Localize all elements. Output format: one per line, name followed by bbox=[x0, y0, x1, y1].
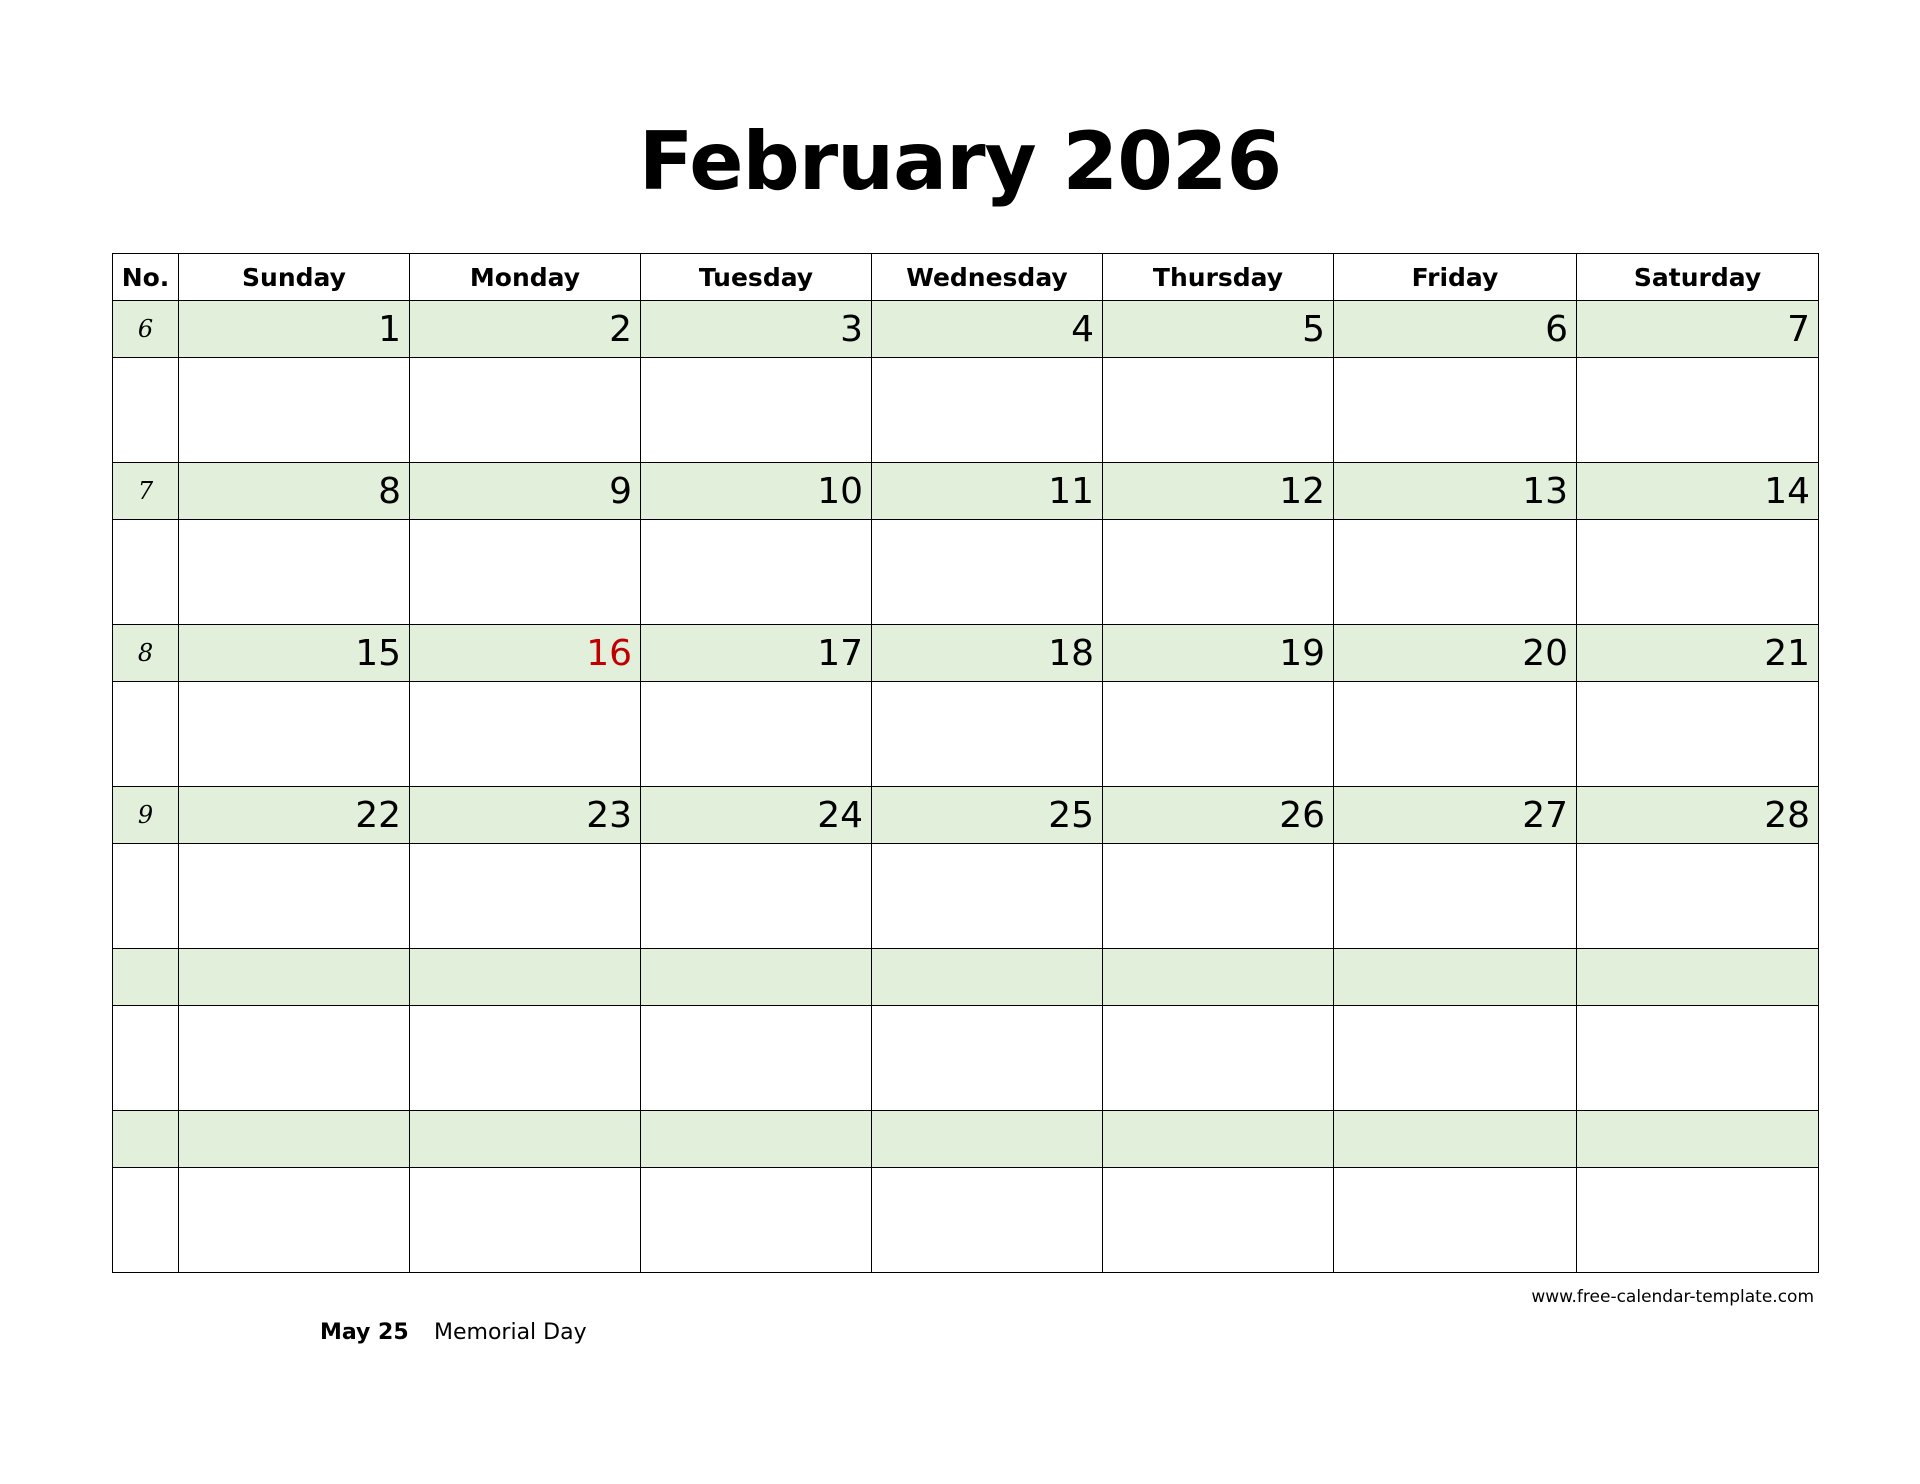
day-number: 1 bbox=[179, 301, 410, 358]
day-number: 19 bbox=[1103, 625, 1334, 682]
day-notes-cell bbox=[1577, 844, 1819, 949]
week-date-row bbox=[113, 1111, 1819, 1168]
day-number: 8 bbox=[179, 463, 410, 520]
day-notes-cell bbox=[641, 520, 872, 625]
day-number bbox=[179, 949, 410, 1006]
week-number bbox=[113, 1111, 179, 1168]
day-number: 21 bbox=[1577, 625, 1819, 682]
calendar-title: February 2026 bbox=[638, 115, 1282, 208]
day-number: 11 bbox=[872, 463, 1103, 520]
weekday-header-tuesday: Tuesday bbox=[641, 254, 872, 301]
day-number: 3 bbox=[641, 301, 872, 358]
day-notes-cell bbox=[641, 844, 872, 949]
day-number: 18 bbox=[872, 625, 1103, 682]
day-number: 6 bbox=[1334, 301, 1577, 358]
week-note-margin bbox=[113, 520, 179, 625]
day-notes-cell bbox=[410, 1168, 641, 1273]
week-date-row bbox=[113, 949, 1819, 1006]
day-number: 14 bbox=[1577, 463, 1819, 520]
holiday-name: Memorial Day bbox=[434, 1320, 587, 1345]
week-notes-row bbox=[113, 1006, 1819, 1111]
day-number bbox=[1334, 949, 1577, 1006]
week-date-row bbox=[113, 463, 1819, 520]
day-notes-cell bbox=[1103, 520, 1334, 625]
day-number: 12 bbox=[1103, 463, 1334, 520]
day-notes-cell bbox=[179, 844, 410, 949]
day-notes-cell bbox=[179, 358, 410, 463]
week-number: 8 bbox=[113, 625, 179, 682]
day-notes-cell bbox=[641, 682, 872, 787]
day-number: 2 bbox=[410, 301, 641, 358]
day-notes-cell bbox=[410, 520, 641, 625]
day-number: 23 bbox=[410, 787, 641, 844]
calendar-body bbox=[113, 301, 1819, 1273]
week-notes-row bbox=[113, 520, 1819, 625]
day-notes-cell bbox=[1334, 1168, 1577, 1273]
week-number bbox=[113, 949, 179, 1006]
day-number bbox=[872, 1111, 1103, 1168]
week-number-header: No. bbox=[113, 254, 179, 301]
day-number: 17 bbox=[641, 625, 872, 682]
day-notes-cell bbox=[1103, 1168, 1334, 1273]
day-notes-cell bbox=[872, 682, 1103, 787]
week-note-margin bbox=[113, 358, 179, 463]
day-notes-cell bbox=[872, 1168, 1103, 1273]
day-notes-cell bbox=[641, 1006, 872, 1111]
day-notes-cell bbox=[641, 358, 872, 463]
week-date-row bbox=[113, 625, 1819, 682]
holiday-list bbox=[320, 1320, 587, 1345]
day-notes-cell bbox=[1103, 358, 1334, 463]
day-notes-cell bbox=[179, 1168, 410, 1273]
footer-url[interactable]: www.free-calendar-template.com bbox=[1531, 1287, 1814, 1307]
day-notes-cell bbox=[1577, 358, 1819, 463]
day-notes-cell bbox=[179, 1006, 410, 1111]
day-number bbox=[872, 949, 1103, 1006]
day-number bbox=[410, 949, 641, 1006]
week-number: 9 bbox=[113, 787, 179, 844]
day-notes-cell bbox=[872, 520, 1103, 625]
day-number: 25 bbox=[872, 787, 1103, 844]
day-number: 20 bbox=[1334, 625, 1577, 682]
week-note-margin bbox=[113, 682, 179, 787]
day-number: 4 bbox=[872, 301, 1103, 358]
day-notes-cell bbox=[1577, 1168, 1819, 1273]
weekday-header-thursday: Thursday bbox=[1103, 254, 1334, 301]
day-number bbox=[1577, 949, 1819, 1006]
day-number: 16 bbox=[410, 625, 641, 682]
weekday-header-monday: Monday bbox=[410, 254, 641, 301]
week-notes-row bbox=[113, 1168, 1819, 1273]
weekday-header-friday: Friday bbox=[1334, 254, 1577, 301]
week-date-row bbox=[113, 301, 1819, 358]
day-notes-cell bbox=[410, 844, 641, 949]
day-number: 26 bbox=[1103, 787, 1334, 844]
day-number: 10 bbox=[641, 463, 872, 520]
weekday-header-sunday: Sunday bbox=[179, 254, 410, 301]
day-notes-cell bbox=[179, 520, 410, 625]
day-number bbox=[1334, 1111, 1577, 1168]
weekday-header-saturday: Saturday bbox=[1577, 254, 1819, 301]
day-notes-cell bbox=[872, 844, 1103, 949]
day-number bbox=[1577, 1111, 1819, 1168]
day-notes-cell bbox=[1577, 682, 1819, 787]
day-number: 5 bbox=[1103, 301, 1334, 358]
day-number bbox=[410, 1111, 641, 1168]
day-number: 22 bbox=[179, 787, 410, 844]
day-notes-cell bbox=[1103, 682, 1334, 787]
holiday-item bbox=[320, 1320, 587, 1345]
week-number: 7 bbox=[113, 463, 179, 520]
day-number bbox=[641, 1111, 872, 1168]
week-notes-row bbox=[113, 682, 1819, 787]
day-notes-cell bbox=[410, 1006, 641, 1111]
day-notes-cell bbox=[1103, 1006, 1334, 1111]
weekday-header-row bbox=[113, 254, 1819, 301]
day-notes-cell bbox=[179, 682, 410, 787]
week-number: 6 bbox=[113, 301, 179, 358]
day-notes-cell bbox=[1334, 682, 1577, 787]
week-notes-row bbox=[113, 844, 1819, 949]
day-notes-cell bbox=[410, 358, 641, 463]
day-number: 9 bbox=[410, 463, 641, 520]
calendar-grid bbox=[112, 253, 1819, 1273]
day-notes-cell bbox=[1334, 520, 1577, 625]
day-number: 27 bbox=[1334, 787, 1577, 844]
day-number bbox=[641, 949, 872, 1006]
day-notes-cell bbox=[1334, 844, 1577, 949]
holiday-date: May 25 bbox=[320, 1320, 409, 1345]
day-number: 15 bbox=[179, 625, 410, 682]
day-number: 13 bbox=[1334, 463, 1577, 520]
week-note-margin bbox=[113, 1168, 179, 1273]
day-notes-cell bbox=[1334, 1006, 1577, 1111]
day-notes-cell bbox=[872, 1006, 1103, 1111]
day-number: 24 bbox=[641, 787, 872, 844]
day-number: 7 bbox=[1577, 301, 1819, 358]
week-date-row bbox=[113, 787, 1819, 844]
day-notes-cell bbox=[641, 1168, 872, 1273]
weekday-header-wednesday: Wednesday bbox=[872, 254, 1103, 301]
day-number bbox=[179, 1111, 410, 1168]
day-notes-cell bbox=[1103, 844, 1334, 949]
week-note-margin bbox=[113, 844, 179, 949]
day-notes-cell bbox=[1577, 520, 1819, 625]
day-notes-cell bbox=[1577, 1006, 1819, 1111]
day-notes-cell bbox=[1334, 358, 1577, 463]
day-notes-cell bbox=[872, 358, 1103, 463]
week-notes-row bbox=[113, 358, 1819, 463]
day-number bbox=[1103, 1111, 1334, 1168]
day-notes-cell bbox=[410, 682, 641, 787]
day-number bbox=[1103, 949, 1334, 1006]
week-note-margin bbox=[113, 1006, 179, 1111]
day-number: 28 bbox=[1577, 787, 1819, 844]
